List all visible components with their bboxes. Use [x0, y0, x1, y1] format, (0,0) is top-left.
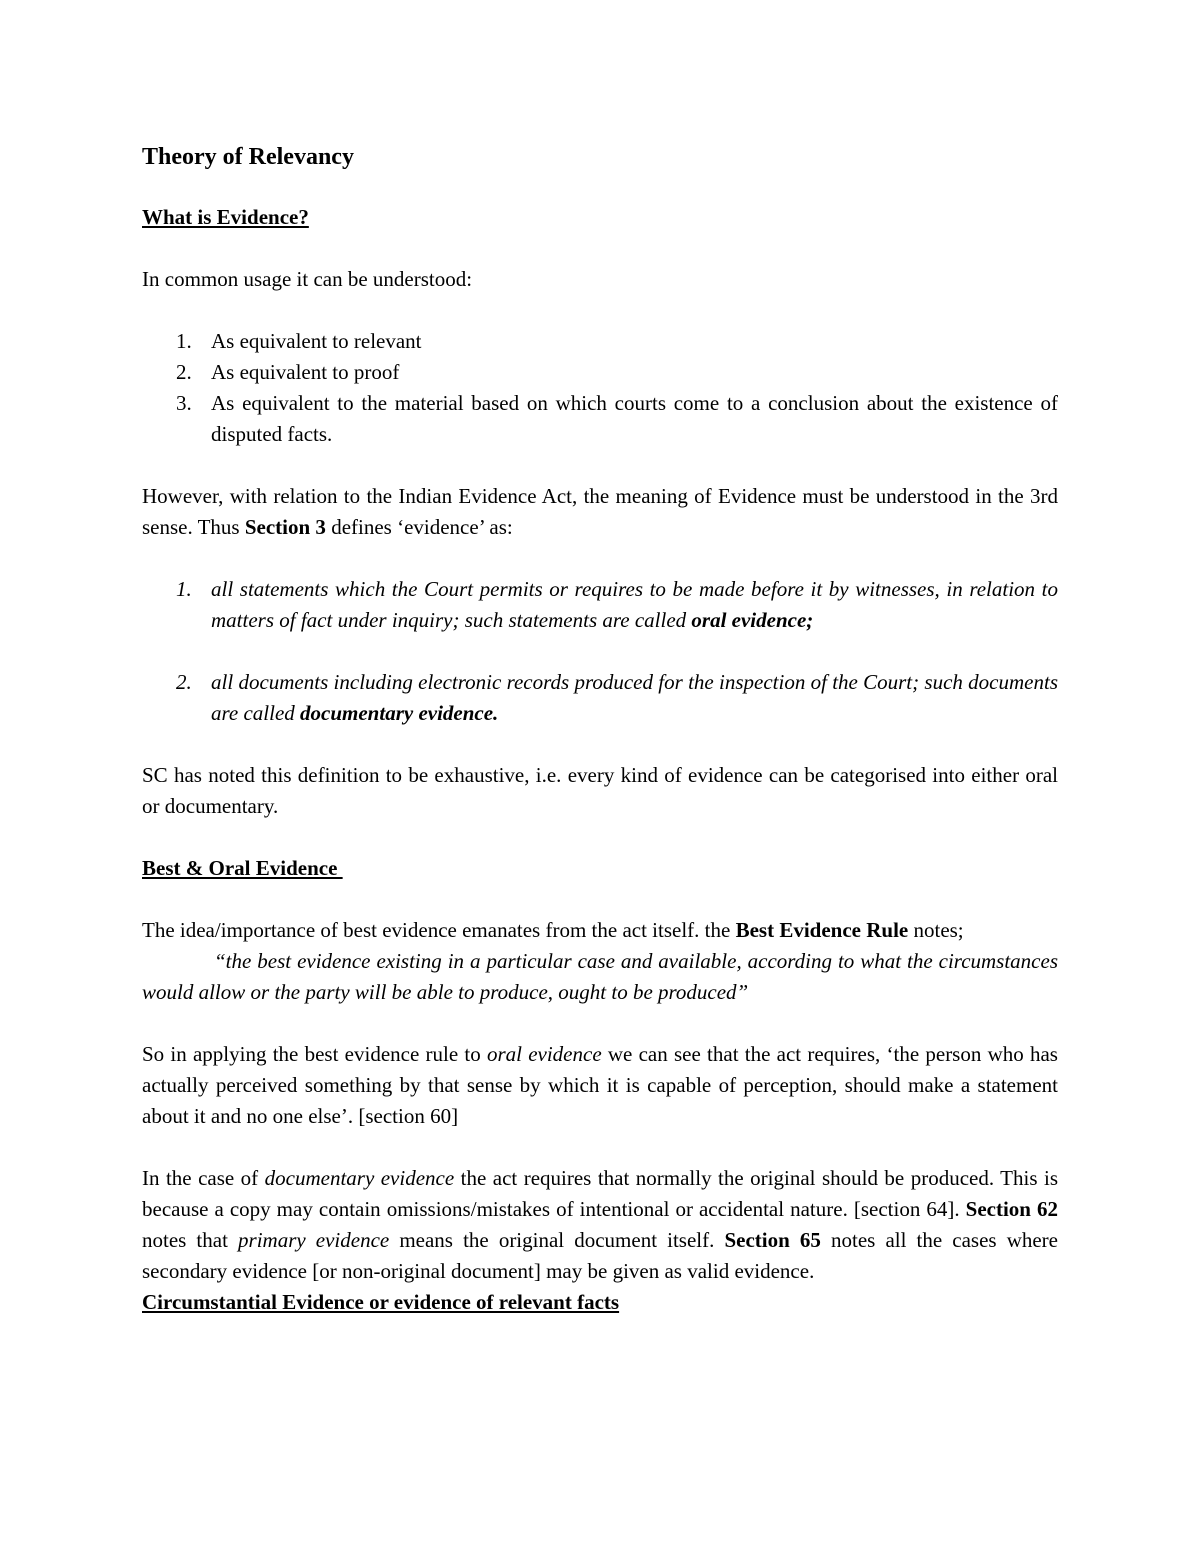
definition-list [142, 574, 1058, 729]
list-item: 3. As equivalent to the material based on which courts come to a conclusion about the existence of disputed facts. [176, 391, 1058, 446]
however-paragraph: However, with relation to the Indian Evidence Act, the meaning of Evidence must be understood in the 3rd sense. Thus Section 3 defines ‘evidence’ as: [142, 484, 1058, 539]
documentary-evidence-paragraph: In the case of documentary evidence the act requires that normally the original should be produced. This is because a copy may contain omissions/mistakes of intentional or accidental nature. [section 64]. Section 62 notes that primary evidence means the original document itself. Section 65 notes all the cases where secondary evidence [or non-original document] may be given as valid evidence. [142, 1166, 1058, 1283]
oral-evidence-paragraph: So in applying the best evidence rule to oral evidence we can see that the act requires, ‘the person who has actually perceived something by that sense by which it is capable of perception, should make a statement about it and no one else’. [section 60] [142, 1042, 1058, 1128]
document-page [142, 140, 1058, 1318]
list-item: 2. As equivalent to proof [176, 360, 400, 384]
best-evidence-quote: “the best evidence existing in a particular case and available, according to what the circumstances would allow or the party will be able to produce, ought to be produced” [142, 949, 1058, 1004]
section-heading-what-is-evidence: What is Evidence? [142, 205, 309, 229]
list-item: 1. all statements which the Court permits or requires to be made before it by witnesses, in relation to matters of fact under inquiry; such statements are called oral evidence; [176, 577, 1058, 632]
list-item: 2. all documents including electronic records produced for the inspection of the Court; such documents are called documentary evidence. [176, 670, 1058, 725]
usage-list [142, 326, 1058, 450]
sc-note-paragraph: SC has noted this definition to be exhaustive, i.e. every kind of evidence can be categorised into either oral or documentary. [142, 763, 1058, 818]
section-heading-circumstantial-evidence: Circumstantial Evidence or evidence of relevant facts [142, 1290, 620, 1314]
best-evidence-paragraph: The idea/importance of best evidence emanates from the act itself. the Best Evidence Rule notes; [142, 918, 964, 942]
intro-paragraph: In common usage it can be understood: [142, 267, 473, 291]
list-item: 1. As equivalent to relevant [176, 329, 422, 353]
document-title: Theory of Relevancy [142, 144, 354, 170]
section-heading-best-oral-evidence: Best & Oral Evidence [142, 856, 343, 880]
